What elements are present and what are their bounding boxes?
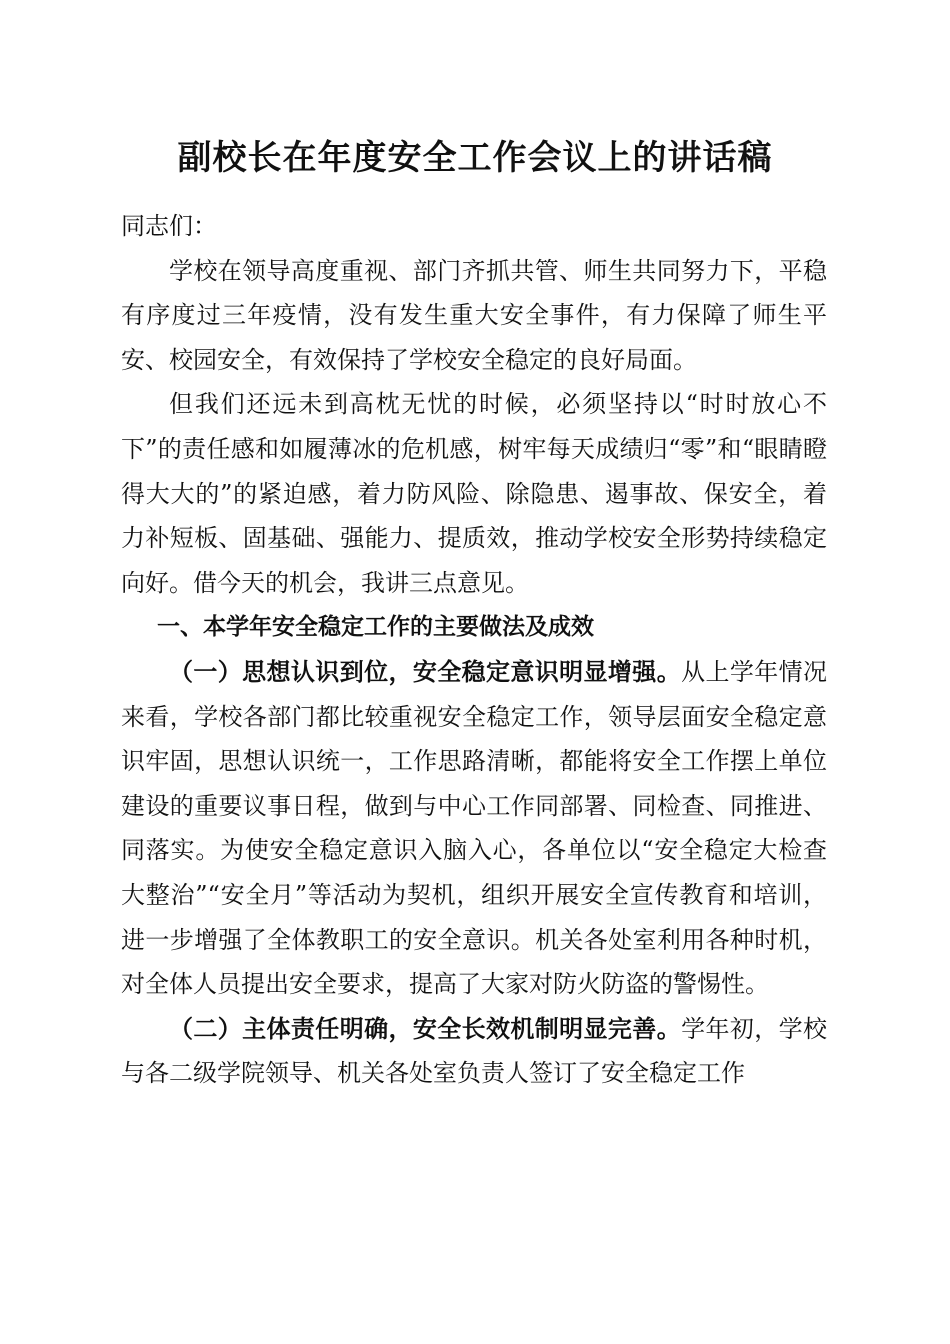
- subsection-1-body: 从上学年情况来看，学校各部门都比较重视安全稳定工作，领导层面安全稳定意识牢固，思想认识统一，工作思路清晰，都能将安全工作摆上单位建设的重要议事日程，做到与中心工作同部署、同检查、同推进、同落实。为使安全稳定意识入脑入心，各单位以“安全稳定大检查大整治”“安全月”等活动为契机，组织开展安全宣传教育和培训，进一步增强了全体教职工的安全意识。机关各处室利用各种时机，对全体人员提出安全要求，提高了大家对防火防盗的警惕性。: [121, 657, 828, 999]
- salutation: 同志们：: [121, 212, 217, 240]
- subsection-2: [121, 1007, 827, 1096]
- paragraph-2: 但我们还远未到高枕无忧的时候，必须坚持以“时时放心不下”的责任感和如履薄冰的危机感，树牢每天成绩归“零”和“眼睛瞪得大大的”的紧迫感，着力防风险、除隐患、遏事故、保安全，着力补短板、固基础、强能力、提质效，推动学校安全形势持续稳定向好。借今天的机会，我讲三点意见。: [121, 390, 827, 597]
- subsection-2-lead: （二）主体责任明确，安全长效机制明显完善。: [169, 1013, 682, 1043]
- subsection-2-body: 学年初，学校与各二级学院领导、机关各处室负责人签订了安全稳定工作: [121, 1014, 828, 1088]
- subsection-1: [121, 650, 827, 1007]
- document-title: 副校长在年度安全工作会议上的讲话稿: [177, 138, 773, 178]
- subsection-1-lead: （一）思想认识到位，安全稳定意识明显增强。: [169, 656, 682, 686]
- document-body: [121, 204, 827, 1096]
- paragraph-1: 学校在领导高度重视、部门齐抓共管、师生共同努力下，平稳有序度过三年疫情，没有发生重大安全事件，有力保障了师生平安、校园安全，有效保持了学校安全稳定的良好局面。: [121, 256, 827, 374]
- section-1-heading: 一、本学年安全稳定工作的主要做法及成效: [157, 614, 594, 641]
